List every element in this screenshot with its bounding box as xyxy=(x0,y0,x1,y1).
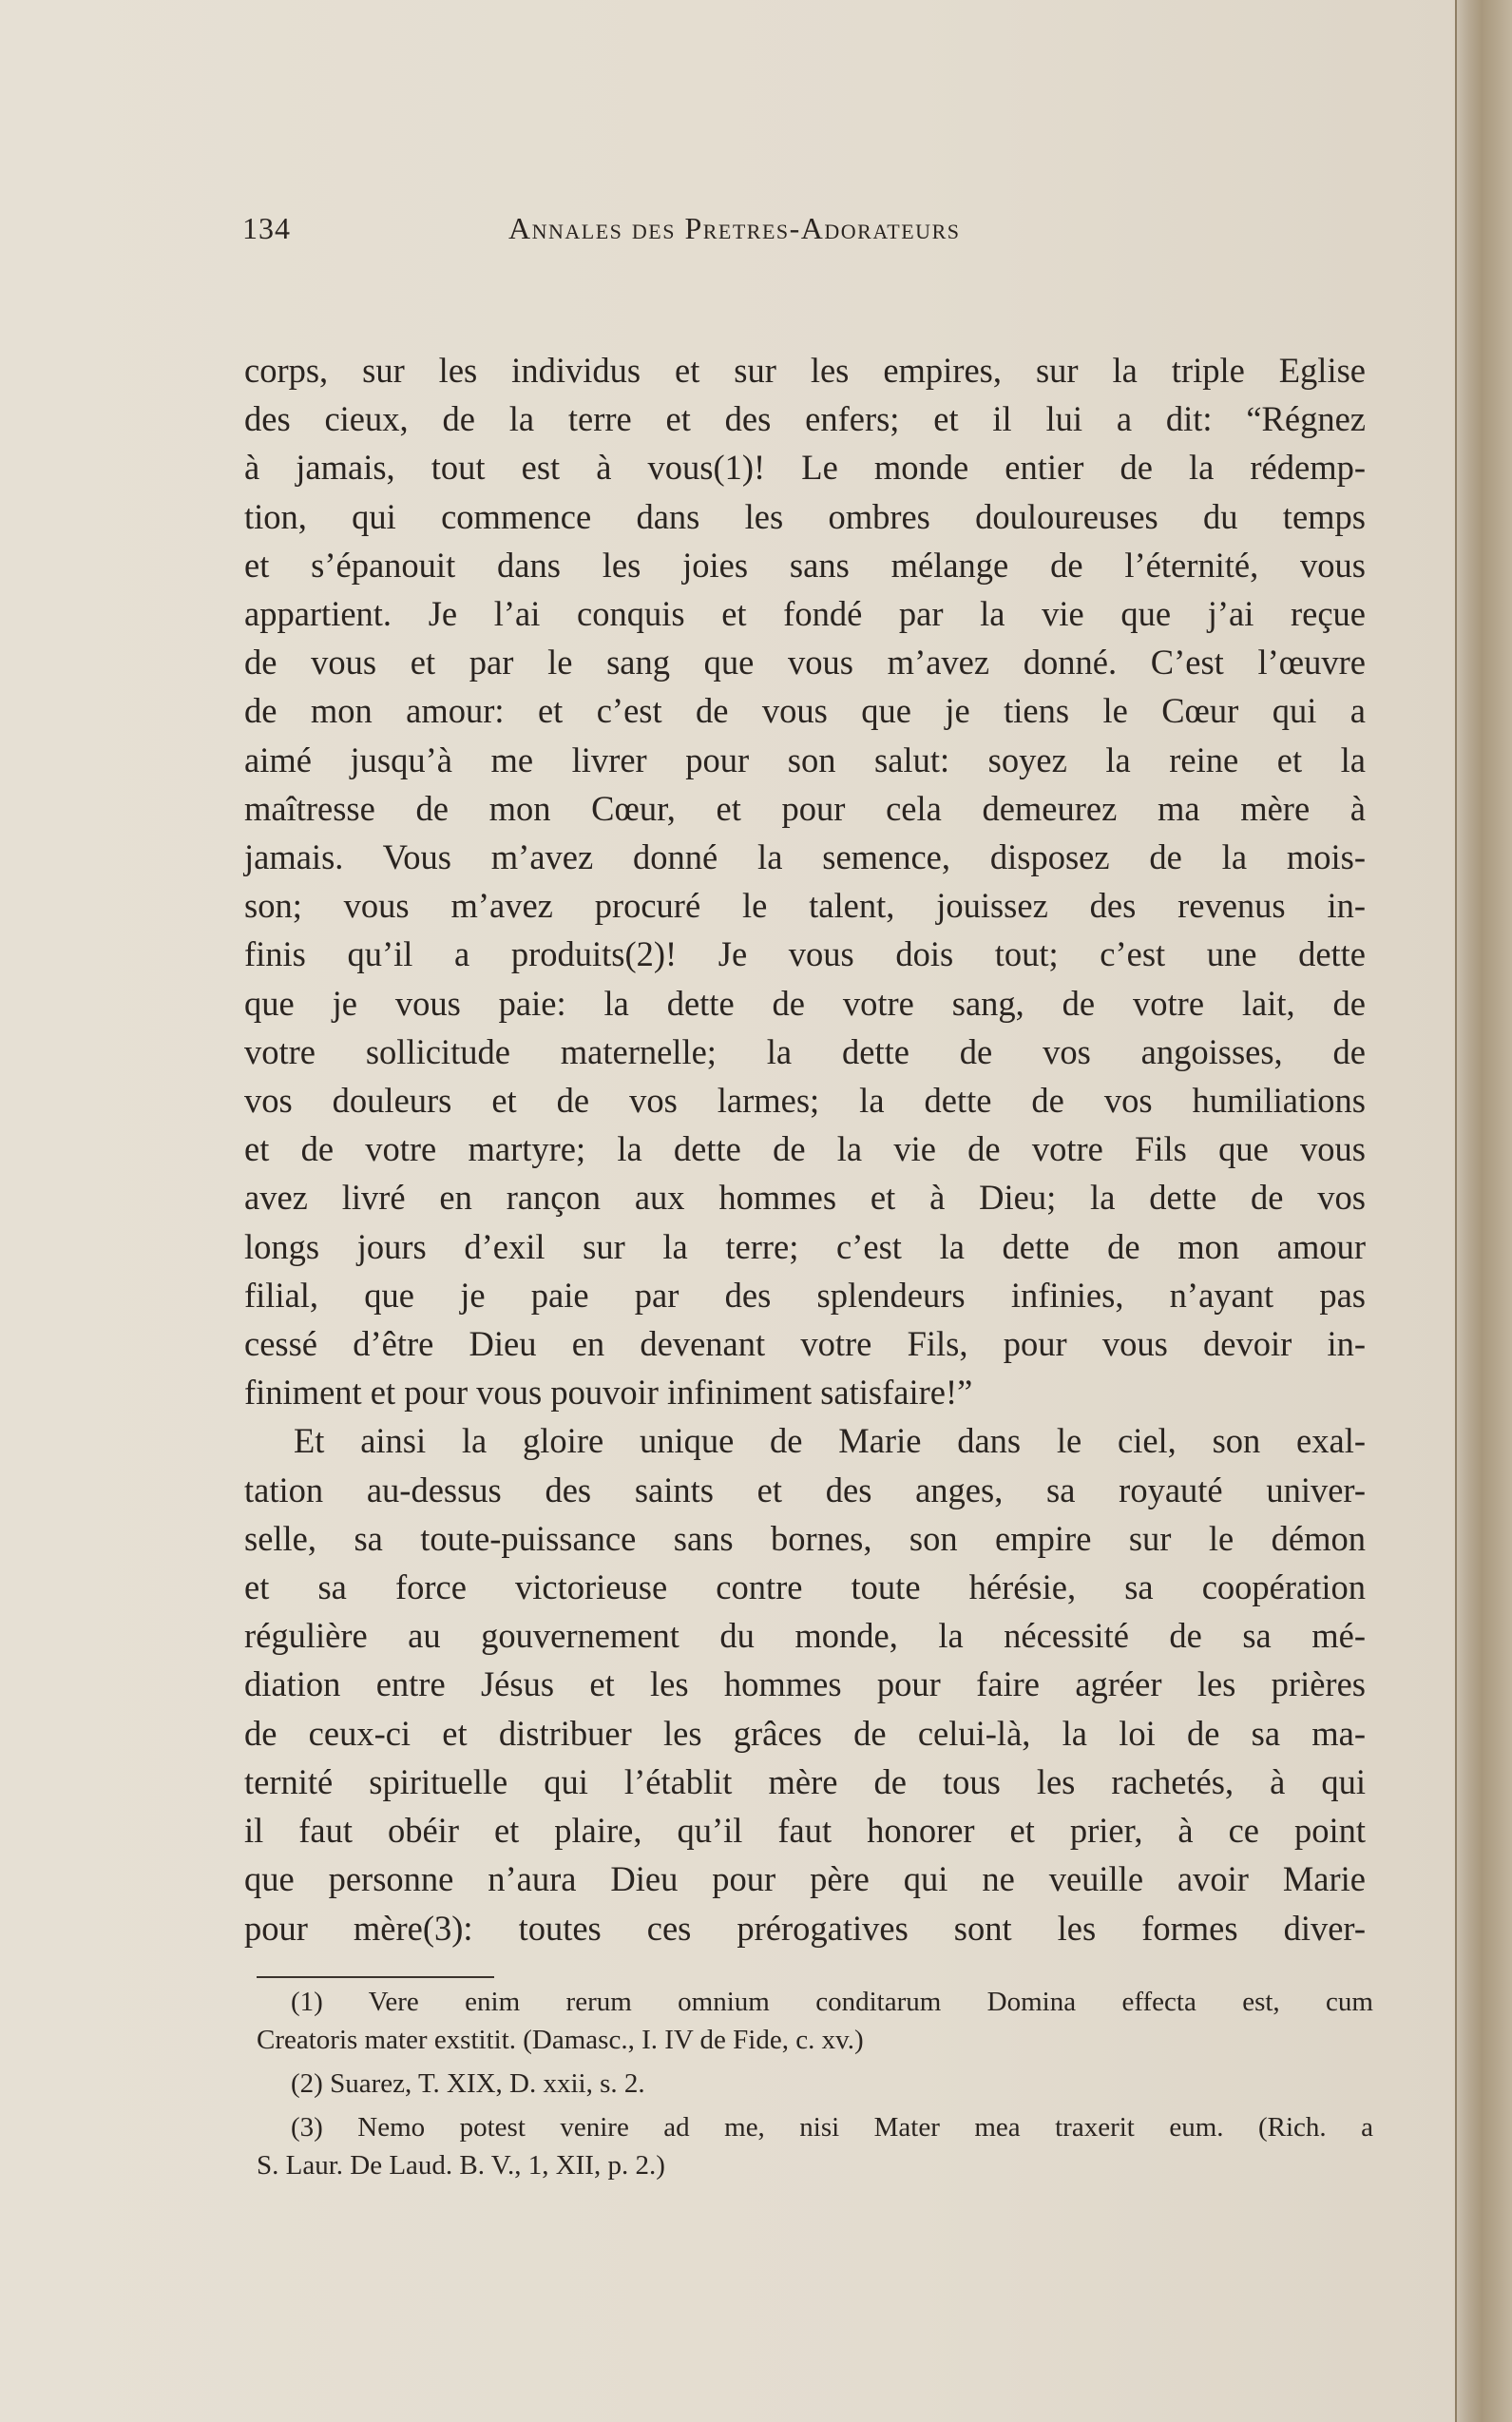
body-line: des cieux, de la terre et des enfers; et il lui a dit: “Régnez xyxy=(244,399,1366,439)
body-line: filial, que je paie par des splendeurs infinies, n’ayant pas xyxy=(244,1275,1366,1315)
body-line: aimé jusqu’à me livrer pour son salut: soyez la reine et la xyxy=(244,740,1366,779)
footnote-line: (3) Nemo potest venire ad me, nisi Mater mea traxerit eum. (Rich. a xyxy=(291,2112,1373,2143)
body-line: et sa force victorieuse contre toute hérésie, sa coopération xyxy=(244,1567,1366,1607)
footnote-line: (1) Vere enim rerum omnium conditarum Domina effecta est, cum xyxy=(291,1987,1373,2017)
body-line: de ceux-ci et distribuer les grâces de celui-là, la loi de sa ma- xyxy=(244,1713,1366,1753)
body-line: votre sollicitude maternelle; la dette de vos angoisses, de xyxy=(244,1031,1366,1071)
footnote-1 xyxy=(257,1983,1373,2059)
body-line: de vous et par le sang que vous m’avez donné. C’est l’œuvre xyxy=(244,643,1366,682)
body-line: finiment et pour vous pouvoir infiniment satisfaire!” xyxy=(244,1373,973,1413)
footnote-3 xyxy=(257,2108,1373,2184)
body-line: diation entre Jésus et les hommes pour faire agréer les prières xyxy=(244,1664,1366,1704)
body-line: tion, qui commence dans les ombres douloureuses du temps xyxy=(244,496,1366,536)
footnote-line: S. Laur. De Laud. B. V., 1, XII, p. 2.) xyxy=(257,2150,665,2181)
page-header xyxy=(242,211,1366,257)
body-line: de mon amour: et c’est de vous que je tiens le Cœur qui a xyxy=(244,691,1366,731)
page-edge-binding xyxy=(1455,0,1512,2422)
footnote-2 xyxy=(257,2065,1373,2103)
body-line: tation au-dessus des saints et des anges, sa royauté univer- xyxy=(244,1470,1366,1509)
body-line: son; vous m’avez procuré le talent, jouissez des revenus in- xyxy=(244,886,1366,926)
body-line: ternité spirituelle qui l’établit mère de tous les rachetés, à qui xyxy=(244,1761,1366,1801)
body-line: jamais. Vous m’avez donné la semence, disposez de la mois- xyxy=(244,837,1366,877)
body-line: Et ainsi la gloire unique de Marie dans le ciel, son exal- xyxy=(294,1421,1366,1461)
body-line: maîtresse de mon Cœur, et pour cela demeurez ma mère à xyxy=(244,788,1366,828)
body-line: finis qu’il a produits(2)! Je vous dois tout; c’est une dette xyxy=(244,934,1366,974)
body-line: corps, sur les individus et sur les empires, sur la triple Eglise xyxy=(244,351,1366,390)
body-line: longs jours d’exil sur la terre; c’est la dette de mon amour xyxy=(244,1226,1366,1266)
footnote-line: Creatoris mater exstitit. (Damasc., I. IV de Fide, c. xv.) xyxy=(257,2025,864,2055)
body-line: que personne n’aura Dieu pour père qui ne veuille avoir Marie xyxy=(244,1859,1366,1899)
body-text xyxy=(244,346,1366,1952)
body-line: à jamais, tout est à vous(1)! Le monde entier de la rédemp- xyxy=(244,448,1366,488)
body-line: avez livré en rançon aux hommes et à Dieu; la dette de vos xyxy=(244,1178,1366,1218)
body-line: vos douleurs et de vos larmes; la dette de vos humiliations xyxy=(244,1081,1366,1121)
body-line: et de votre martyre; la dette de la vie de votre Fils que vous xyxy=(244,1129,1366,1169)
body-line: cessé d’être Dieu en devenant votre Fils, pour vous devoir in- xyxy=(244,1324,1366,1364)
body-line: et s’épanouit dans les joies sans mélange de l’éternité, vous xyxy=(244,545,1366,585)
body-line: selle, sa toute-puissance sans bornes, son empire sur le démon xyxy=(244,1518,1366,1558)
body-line: appartient. Je l’ai conquis et fondé par la vie que j’ai reçue xyxy=(244,594,1366,634)
body-line: régulière au gouvernement du monde, la nécessité de sa mé- xyxy=(244,1616,1366,1656)
body-line: il faut obéir et plaire, qu’il faut honorer et prier, à ce point xyxy=(244,1811,1366,1851)
footnote-rule xyxy=(257,1976,494,1978)
body-line: que je vous paie: la dette de votre sang, de votre lait, de xyxy=(244,983,1366,1023)
running-head: Annales des Pretres-Adorateurs xyxy=(508,211,961,245)
footnote-line: (2) Suarez, T. XIX, D. xxii, s. 2. xyxy=(291,2068,645,2099)
page-number: 134 xyxy=(242,211,291,245)
body-line: pour mère(3): toutes ces prérogatives sont les formes diver- xyxy=(244,1908,1366,1948)
footnotes xyxy=(257,1983,1373,2184)
